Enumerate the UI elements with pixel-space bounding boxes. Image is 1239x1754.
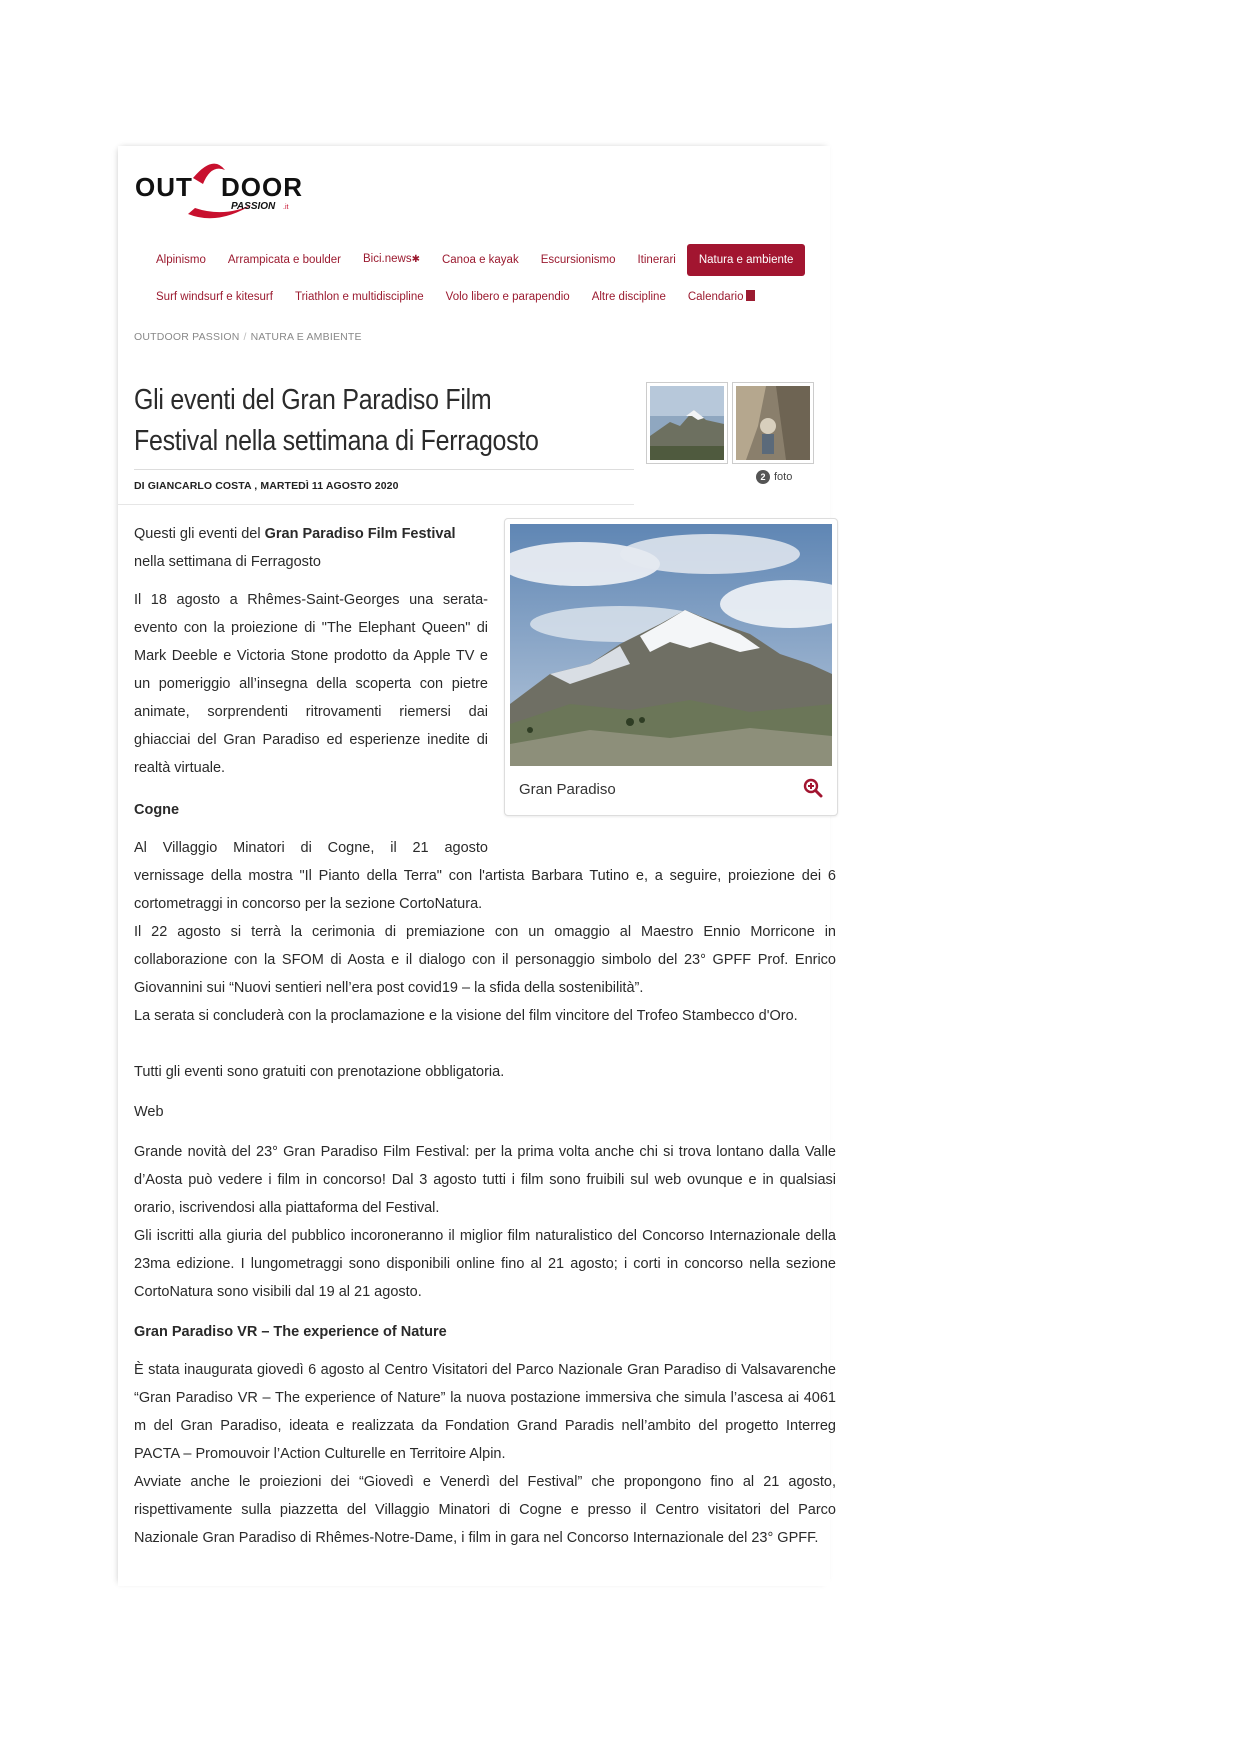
breadcrumb-section[interactable]: NATURA E AMBIENTE — [250, 331, 362, 343]
photo-count-label: foto — [774, 471, 793, 483]
figure-caption: Gran Paradiso — [519, 781, 616, 798]
site-logo[interactable] — [133, 156, 323, 226]
nav-item-surf[interactable]: Surf windsurf e kitesurf — [156, 291, 273, 303]
paragraph-cogne-3: Il 22 agosto si terrà la cerimonia di premiazione con un omaggio al Maestro Ennio Morricone in collaborazione con la SFOM di Aosta e il dialogo con il personaggio simbolo del 23° GPFF Prof. Enrico Giovannini sui “Nuovi sentieri nell’era post covid19 – la sfida della sostenibilità”. — [134, 924, 836, 996]
nav-item-arrampicata[interactable]: Arrampicata e boulder — [227, 253, 342, 266]
logo-graphic — [133, 156, 323, 226]
calendar-icon — [746, 290, 755, 301]
breadcrumb — [134, 331, 362, 343]
article-intro — [134, 520, 488, 576]
article-figure — [504, 518, 838, 816]
paragraph-cogne-2: vernissage della mostra "Il Pianto della Terra" con l'artista Barbara Tutino e, a seguire, proiezione dei 6 cortometraggi in concorso per la sezione CortoNatura. — [134, 868, 836, 912]
byline-divider — [118, 504, 634, 505]
paragraph-web-2: Gli iscritti alla giuria del pubblico incoroneranno il miglior film naturalistico del Concorso Internazionale della 23ma edizione. I lungometraggi sono disponibili online fino al 21 agosto; i corti in concorso nella sezione CortoNatura sono visibili dal 19 al 21 agosto. — [134, 1228, 836, 1300]
breadcrumb-separator: / — [243, 331, 247, 343]
nav-item-itinerari[interactable]: Itinerari — [637, 253, 676, 266]
nav-item-volo-libero[interactable]: Volo libero e parapendio — [445, 291, 570, 303]
thumb-1-image — [650, 386, 724, 460]
snowflake-icon: ✱ — [411, 254, 420, 265]
thumb-2-image — [736, 386, 810, 460]
nav-item-bici-news-label: Bici.news — [363, 253, 412, 265]
paragraph-rhemes: Il 18 agosto a Rhêmes-Saint-Georges una serata-evento con la proiezione di "The Elephant Queen" di Mark Deeble e Victoria Stone prodotto da Apple TV e un pomeriggio all’insegna della scoperta con pietre animate, sorprendenti ritrovamenti riemersi dai ghiacciai del Gran Paradiso ed esperienze inedite di realtà virtuale. — [134, 592, 488, 776]
article-title: Gli eventi del Gran Paradiso Film Festival nella settimana di Ferragosto — [134, 384, 539, 457]
zoom-icon[interactable] — [803, 778, 823, 798]
paragraph-vr-1: È stata inaugurata giovedì 6 agosto al Centro Visitatori del Parco Nazionale Gran Paradiso di Valsavarenche “Gran Paradiso VR – The experience of Nature” la nuova postazione immersiva che simula l’ascesa ai 4061 m del Gran Paradiso, ideata e realizzata da Fondation Grand Paradis nell’ambito del progetto Interreg PACTA – Promouvoir l’Action Culturelle en Territoire Alpin. — [134, 1362, 836, 1462]
paragraph-cogne-1: Al Villaggio Minatori di Cogne, il 21 agosto — [134, 840, 488, 856]
svg-text:DOOR: DOOR — [221, 172, 303, 202]
heading-cogne: Cogne — [134, 802, 180, 818]
main-nav-row-1 — [145, 243, 805, 276]
gallery-thumb-1[interactable] — [646, 382, 728, 464]
nav-item-bici-news[interactable] — [352, 243, 431, 276]
intro-plain: Questi gli eventi del — [134, 526, 265, 542]
figure-photo-gran-paradiso[interactable] — [510, 524, 832, 766]
nav-item-escursionismo[interactable]: Escursionismo — [540, 253, 616, 266]
photo-count-badge: 2 — [756, 470, 770, 484]
heading-web: Web — [134, 1104, 164, 1120]
svg-text:OUT: OUT — [135, 172, 193, 202]
paragraph-vr-2: Avviate anche le proiezioni dei “Giovedì e Venerdì del Festival” che propongono fino al 21 agosto, rispettivamente sulla piazzetta del Villaggio Minatori di Cogne e presso il Centro visitatori del Parco Nazionale Gran Paradiso di Rhêmes-Notre-Dame, i film in gara nel Concorso Internazionale del 23° GPFF. — [134, 1474, 836, 1546]
nav-item-alpinismo[interactable]: Alpinismo — [156, 253, 206, 266]
intro-end: nella settimana di Ferragosto — [134, 554, 321, 570]
nav-item-calendario-label: Calendario — [687, 291, 744, 303]
gallery-thumb-2[interactable] — [732, 382, 814, 464]
intro-bold: Gran Paradiso Film Festival — [264, 526, 456, 542]
photo-count[interactable] — [756, 470, 792, 484]
nav-item-altre-discipline[interactable]: Altre discipline — [591, 291, 666, 303]
paragraph-cogne-5: Tutti gli eventi sono gratuiti con prenotazione obbligatoria. — [134, 1064, 505, 1080]
svg-text:PASSION: PASSION — [231, 201, 276, 212]
svg-text:.it: .it — [283, 204, 289, 211]
paragraph-web-1: Grande novità del 23° Gran Paradiso Film Festival: per la prima volta anche chi si trova lontano dalla Valle d’Aosta può vedere i film in concorso! Dal 3 agosto tutti i film sono fruibili sul web ovunque e in qualsiasi orario, iscrivendosi alla piattaforma del Festival. — [134, 1144, 836, 1216]
nav-item-canoa[interactable]: Canoa e kayak — [441, 253, 519, 266]
breadcrumb-home[interactable]: OUTDOOR PASSION — [134, 331, 240, 343]
main-nav-row-2 — [145, 281, 766, 313]
nav-item-natura-ambiente[interactable]: Natura e ambiente — [687, 244, 806, 276]
article-byline: DI GIANCARLO COSTA , MARTEDÌ 11 AGOSTO 2020 — [134, 480, 399, 492]
paragraph-cogne-4: La serata si concluderà con la proclamazione e la visione del film vincitore del Trofeo Stambecco d'Oro. — [134, 1008, 798, 1024]
nav-item-triathlon[interactable]: Triathlon e multidiscipline — [294, 291, 424, 303]
title-divider — [134, 469, 634, 470]
nav-item-calendario[interactable] — [677, 281, 767, 313]
heading-vr: Gran Paradiso VR – The experience of Nature — [134, 1324, 447, 1340]
